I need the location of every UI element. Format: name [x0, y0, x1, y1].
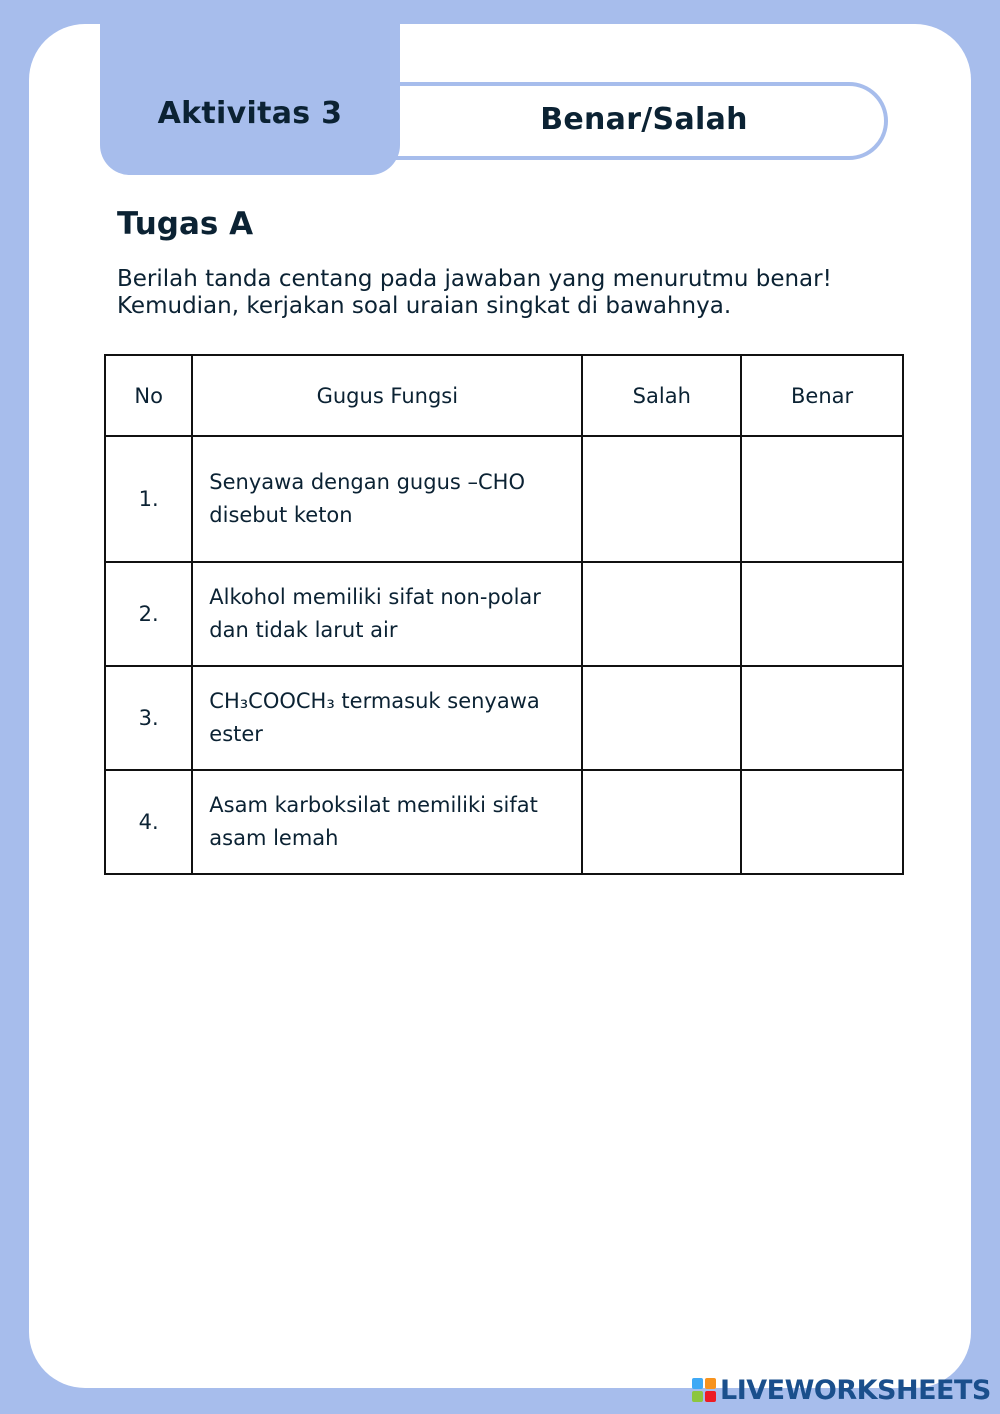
- statement-cell: [192, 436, 582, 562]
- worksheet-title: Benar/Salah: [540, 102, 748, 137]
- instruction-line-1: Berilah tanda centang pada jawaban yang menurutmu benar!: [117, 266, 832, 292]
- statement-cell: [192, 666, 582, 770]
- table-row: [105, 562, 903, 666]
- liveworksheets-brand[interactable]: [692, 1372, 991, 1408]
- logo-square: [692, 1378, 703, 1389]
- table-header-row: [105, 355, 903, 436]
- statement-line: disebut keton: [209, 503, 353, 527]
- answer-true-box[interactable]: [741, 562, 903, 666]
- header-statement: Gugus Fungsi: [192, 355, 582, 436]
- table-row: [105, 770, 903, 874]
- true-false-table: [104, 354, 904, 875]
- logo-square: [705, 1391, 716, 1402]
- answer-false-box[interactable]: [582, 770, 741, 874]
- row-number: 1.: [105, 436, 192, 562]
- statement-line: asam lemah: [209, 826, 339, 850]
- answer-false-box[interactable]: [582, 562, 741, 666]
- instruction-line-2: Kemudian, kerjakan soal uraian singkat di bawahnya.: [117, 293, 732, 319]
- statement-line: CH₃COOCH₃ termasuk senyawa: [209, 689, 540, 713]
- header-true: Benar: [741, 355, 903, 436]
- logo-square: [692, 1391, 703, 1402]
- statement-line: Senyawa dengan gugus –CHO: [209, 470, 525, 494]
- instructions: [117, 266, 917, 320]
- table-row: [105, 666, 903, 770]
- statement-line: Alkohol memiliki sifat non-polar: [209, 585, 541, 609]
- statement-cell: [192, 562, 582, 666]
- brand-text: LIVEWORKSHEETS: [720, 1374, 991, 1406]
- header-false: Salah: [582, 355, 741, 436]
- activity-tab: [100, 0, 400, 175]
- answer-true-box[interactable]: [741, 666, 903, 770]
- answer-true-box[interactable]: [741, 436, 903, 562]
- statement-line: Asam karboksilat memiliki sifat: [209, 793, 538, 817]
- answer-false-box[interactable]: [582, 666, 741, 770]
- liveworksheets-logo-icon: [692, 1378, 716, 1402]
- answer-true-box[interactable]: [741, 770, 903, 874]
- activity-label: Aktivitas 3: [157, 96, 343, 131]
- table-row: [105, 436, 903, 562]
- answer-false-box[interactable]: [582, 436, 741, 562]
- row-number: 4.: [105, 770, 192, 874]
- row-number: 3.: [105, 666, 192, 770]
- statement-line: ester: [209, 722, 263, 746]
- logo-square: [705, 1378, 716, 1389]
- row-number: 2.: [105, 562, 192, 666]
- statement-cell: [192, 770, 582, 874]
- header-no: No: [105, 355, 192, 436]
- section-title: Tugas A: [117, 206, 254, 242]
- title-pill: [340, 82, 888, 160]
- statement-line: dan tidak larut air: [209, 618, 398, 642]
